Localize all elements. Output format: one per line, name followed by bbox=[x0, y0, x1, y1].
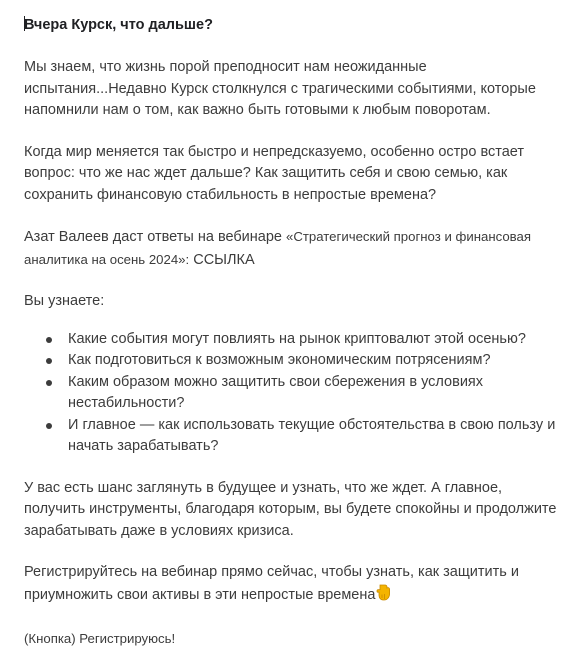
bullet-icon bbox=[46, 423, 52, 429]
list-item bbox=[68, 350, 576, 372]
list-item-text: Как подготовиться к возможным экономическим потрясениям? bbox=[68, 352, 491, 368]
title-text: Вчера Курск, что дальше? bbox=[24, 17, 213, 33]
question-paragraph: Когда мир меняется так быстро и непредсказуемо, особенно остро встает вопрос: что же нас ждет дальше? Как защитить себя и свою семью, как сохранить финансовую стабильность в непростые времена? bbox=[24, 143, 525, 203]
webinar-name: «Стратегический прогноз и финансовая аналитика на осень 2024»: bbox=[24, 229, 532, 267]
bullet-icon bbox=[46, 337, 52, 343]
chance-paragraph: У вас есть шанс заглянуть в будущее и узнать, что же ждет. А главное, получить инструменты, благодаря которым, вы будете спокойны и продолжите зарабатывать даже в условиях кризиса. bbox=[24, 479, 557, 539]
pointing-down-hand-icon bbox=[376, 584, 392, 610]
webinar-paragraph bbox=[24, 226, 576, 271]
bullet-icon bbox=[46, 380, 52, 386]
register-text: Регистрируйтесь на вебинар прямо сейчас, чтобы узнать, как защитить и приумножить свои активы в эти непростые времена bbox=[24, 564, 519, 603]
list-item-text: И главное — как использовать текущие обстоятельства в свою пользу и начать зарабатывать? bbox=[68, 416, 556, 454]
learn-list bbox=[24, 329, 576, 458]
list-item-text: Какие события могут повлиять на рынок криптовалют этой осенью? bbox=[68, 330, 526, 347]
webinar-link[interactable]: ССЫЛКА bbox=[189, 251, 255, 268]
register-button-placeholder[interactable]: (Кнопка) Регистрируюсь! bbox=[24, 631, 176, 646]
list-item bbox=[68, 329, 576, 351]
list-item-text: Каким образом можно защитить свои сбережения в условиях нестабильности? bbox=[68, 373, 484, 411]
webinar-intro: Азат Валеев даст ответы на вебинаре bbox=[24, 229, 287, 245]
list-item bbox=[68, 372, 576, 415]
list-item bbox=[68, 415, 576, 458]
intro-paragraph: Мы знаем, что жизнь порой преподносит нам неожиданные испытания...Недавно Курск столкнулся с трагическими событиями, которые напомнили нам о том, как важно быть готовыми к любым поворотам. bbox=[24, 59, 536, 118]
bullet-icon bbox=[46, 358, 52, 364]
document-body bbox=[24, 14, 576, 649]
document-title bbox=[24, 14, 576, 36]
learn-heading: Вы узнаете: bbox=[24, 293, 105, 309]
